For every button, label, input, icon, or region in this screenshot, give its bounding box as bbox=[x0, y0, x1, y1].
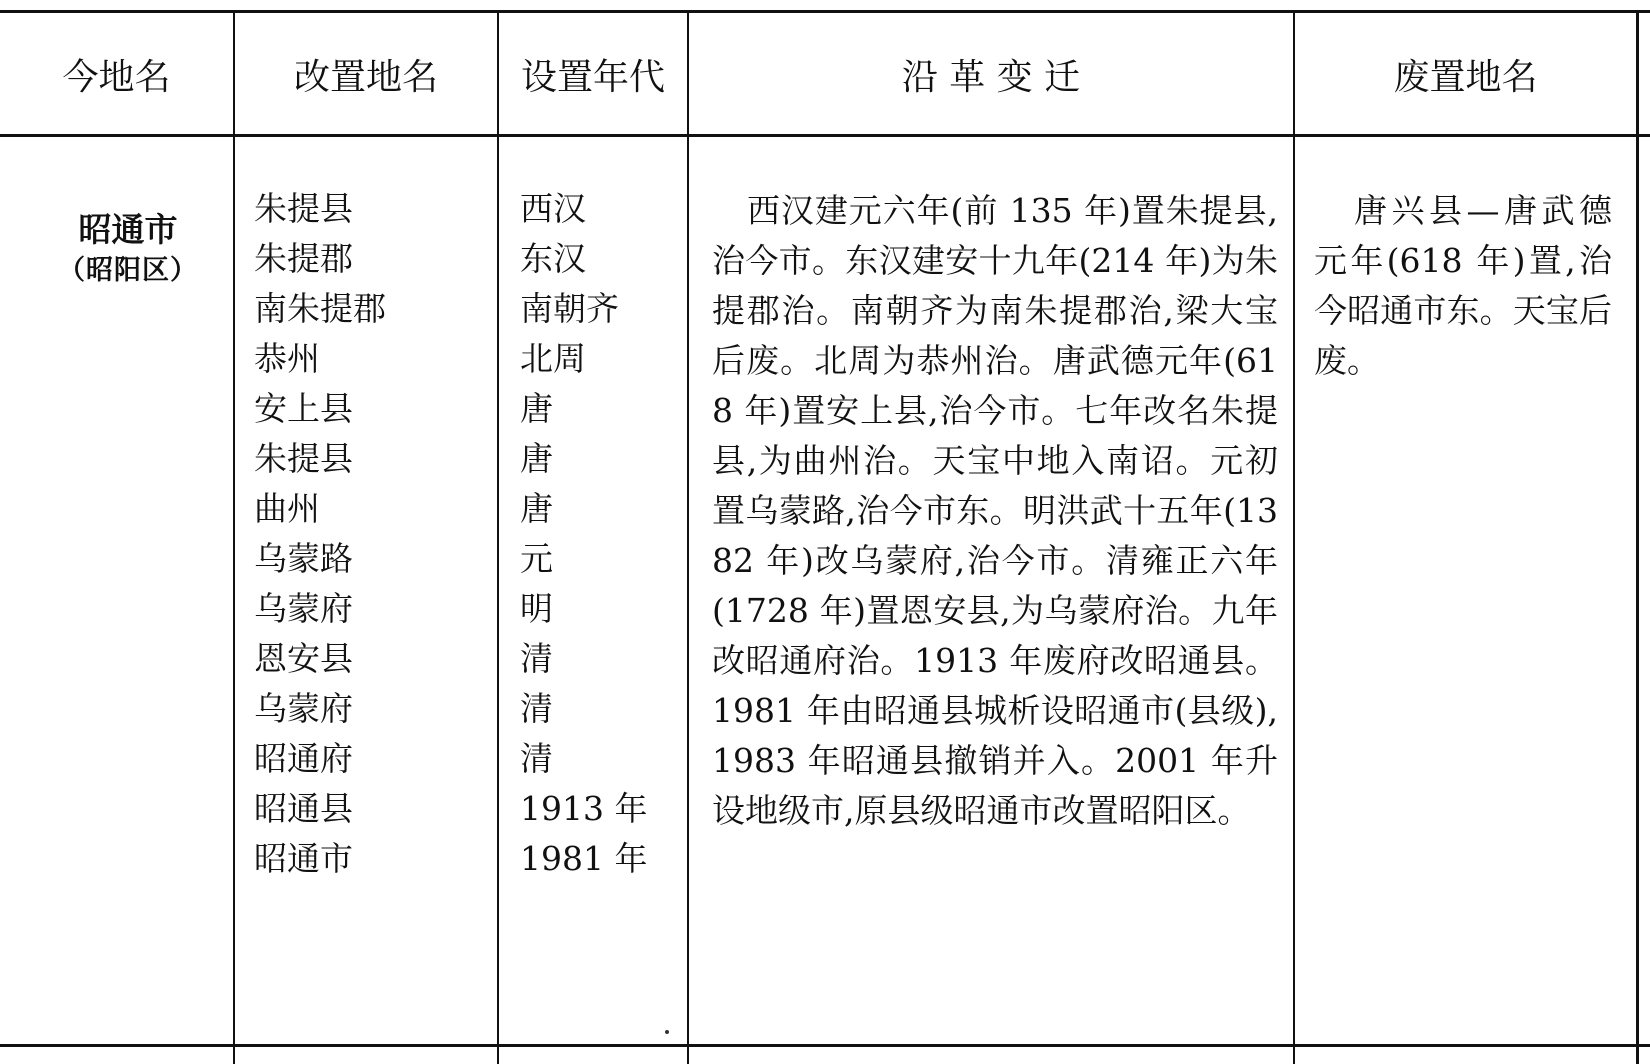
renamed-name-item: 朱提县 bbox=[254, 439, 353, 478]
established-era-item: 清 bbox=[520, 689, 553, 728]
row-bottom-border bbox=[0, 1044, 1650, 1047]
established-era-item: 1981 年 bbox=[520, 839, 648, 878]
renamed-name-item: 恭州 bbox=[254, 339, 320, 378]
established-era-item: 西汉 bbox=[520, 189, 586, 228]
renamed-name-item: 乌蒙府 bbox=[254, 589, 353, 628]
scan-speck bbox=[665, 1030, 669, 1034]
established-era-item: 1913 年 bbox=[520, 789, 648, 828]
header-current-name: 今地名 bbox=[62, 56, 171, 98]
abolished-place-text: 唐兴县—唐武德元年(618 年)置,治今昭通市东。天宝后废。 bbox=[1314, 191, 1612, 380]
header-established-era: 设置年代 bbox=[520, 56, 665, 98]
established-era-item: 南朝齐 bbox=[520, 289, 619, 328]
established-era-item: 明 bbox=[520, 589, 553, 628]
established-era-item: 清 bbox=[520, 639, 553, 678]
established-era-item: 唐 bbox=[520, 389, 553, 428]
renamed-name-item: 昭通市 bbox=[254, 839, 353, 878]
renamed-name-item: 南朱提郡 bbox=[254, 289, 386, 328]
established-era-item: 唐 bbox=[520, 489, 553, 528]
column-divider-3 bbox=[687, 10, 689, 1064]
renamed-name-item: 昭通府 bbox=[254, 739, 353, 778]
renamed-name-item: 乌蒙府 bbox=[254, 689, 353, 728]
renamed-name-item: 朱提郡 bbox=[254, 239, 353, 278]
column-divider-1 bbox=[233, 10, 235, 1064]
established-era-item: 元 bbox=[520, 539, 553, 578]
established-era-item: 唐 bbox=[520, 439, 553, 478]
current-place-note: （昭阳区） bbox=[58, 255, 198, 286]
renamed-name-item: 乌蒙路 bbox=[254, 539, 353, 578]
renamed-name-item: 昭通县 bbox=[254, 789, 353, 828]
column-divider-4 bbox=[1293, 10, 1295, 1064]
established-era-item: 清 bbox=[520, 739, 553, 778]
header-renamed-name: 改置地名 bbox=[293, 56, 438, 98]
established-era-item: 北周 bbox=[520, 339, 586, 378]
history-text: 西汉建元六年(前 135 年)置朱提县,治今市。东汉建安十九年(214 年)为朱提郡治。南朝齐为南朱提郡治,梁大宝后废。北周为恭州治。唐武德元年(618 年)置安上县,治今市。七年改名朱提县,为曲州治。天宝中地入南诏。元初置乌蒙路,治今市东。明洪武十五年(1382 年)改乌蒙府,治今市。清雍正六年(1728 年)置恩安县,为乌蒙府治。九年改昭通府治。1913 年废府改昭通县。1981 年由昭通县城析设昭通市(县级),1983 年昭通县撤销并入。2001 年升设地级市,原县级昭通市改置昭阳区。 bbox=[712, 191, 1278, 830]
header-history: 沿 革 变 迁 bbox=[901, 56, 1081, 98]
renamed-name-item: 恩安县 bbox=[254, 639, 353, 678]
header-abolished-name: 废置地名 bbox=[1393, 56, 1538, 98]
current-place-name: 昭通市 bbox=[78, 210, 178, 249]
renamed-name-item: 曲州 bbox=[254, 489, 320, 528]
renamed-name-item: 朱提县 bbox=[254, 189, 353, 228]
established-era-item: 东汉 bbox=[520, 239, 586, 278]
column-divider-2 bbox=[497, 10, 499, 1064]
renamed-name-item: 安上县 bbox=[254, 389, 353, 428]
renamed-names-list bbox=[254, 184, 484, 884]
table-right-border bbox=[1636, 10, 1639, 1064]
established-eras-list bbox=[520, 184, 680, 884]
